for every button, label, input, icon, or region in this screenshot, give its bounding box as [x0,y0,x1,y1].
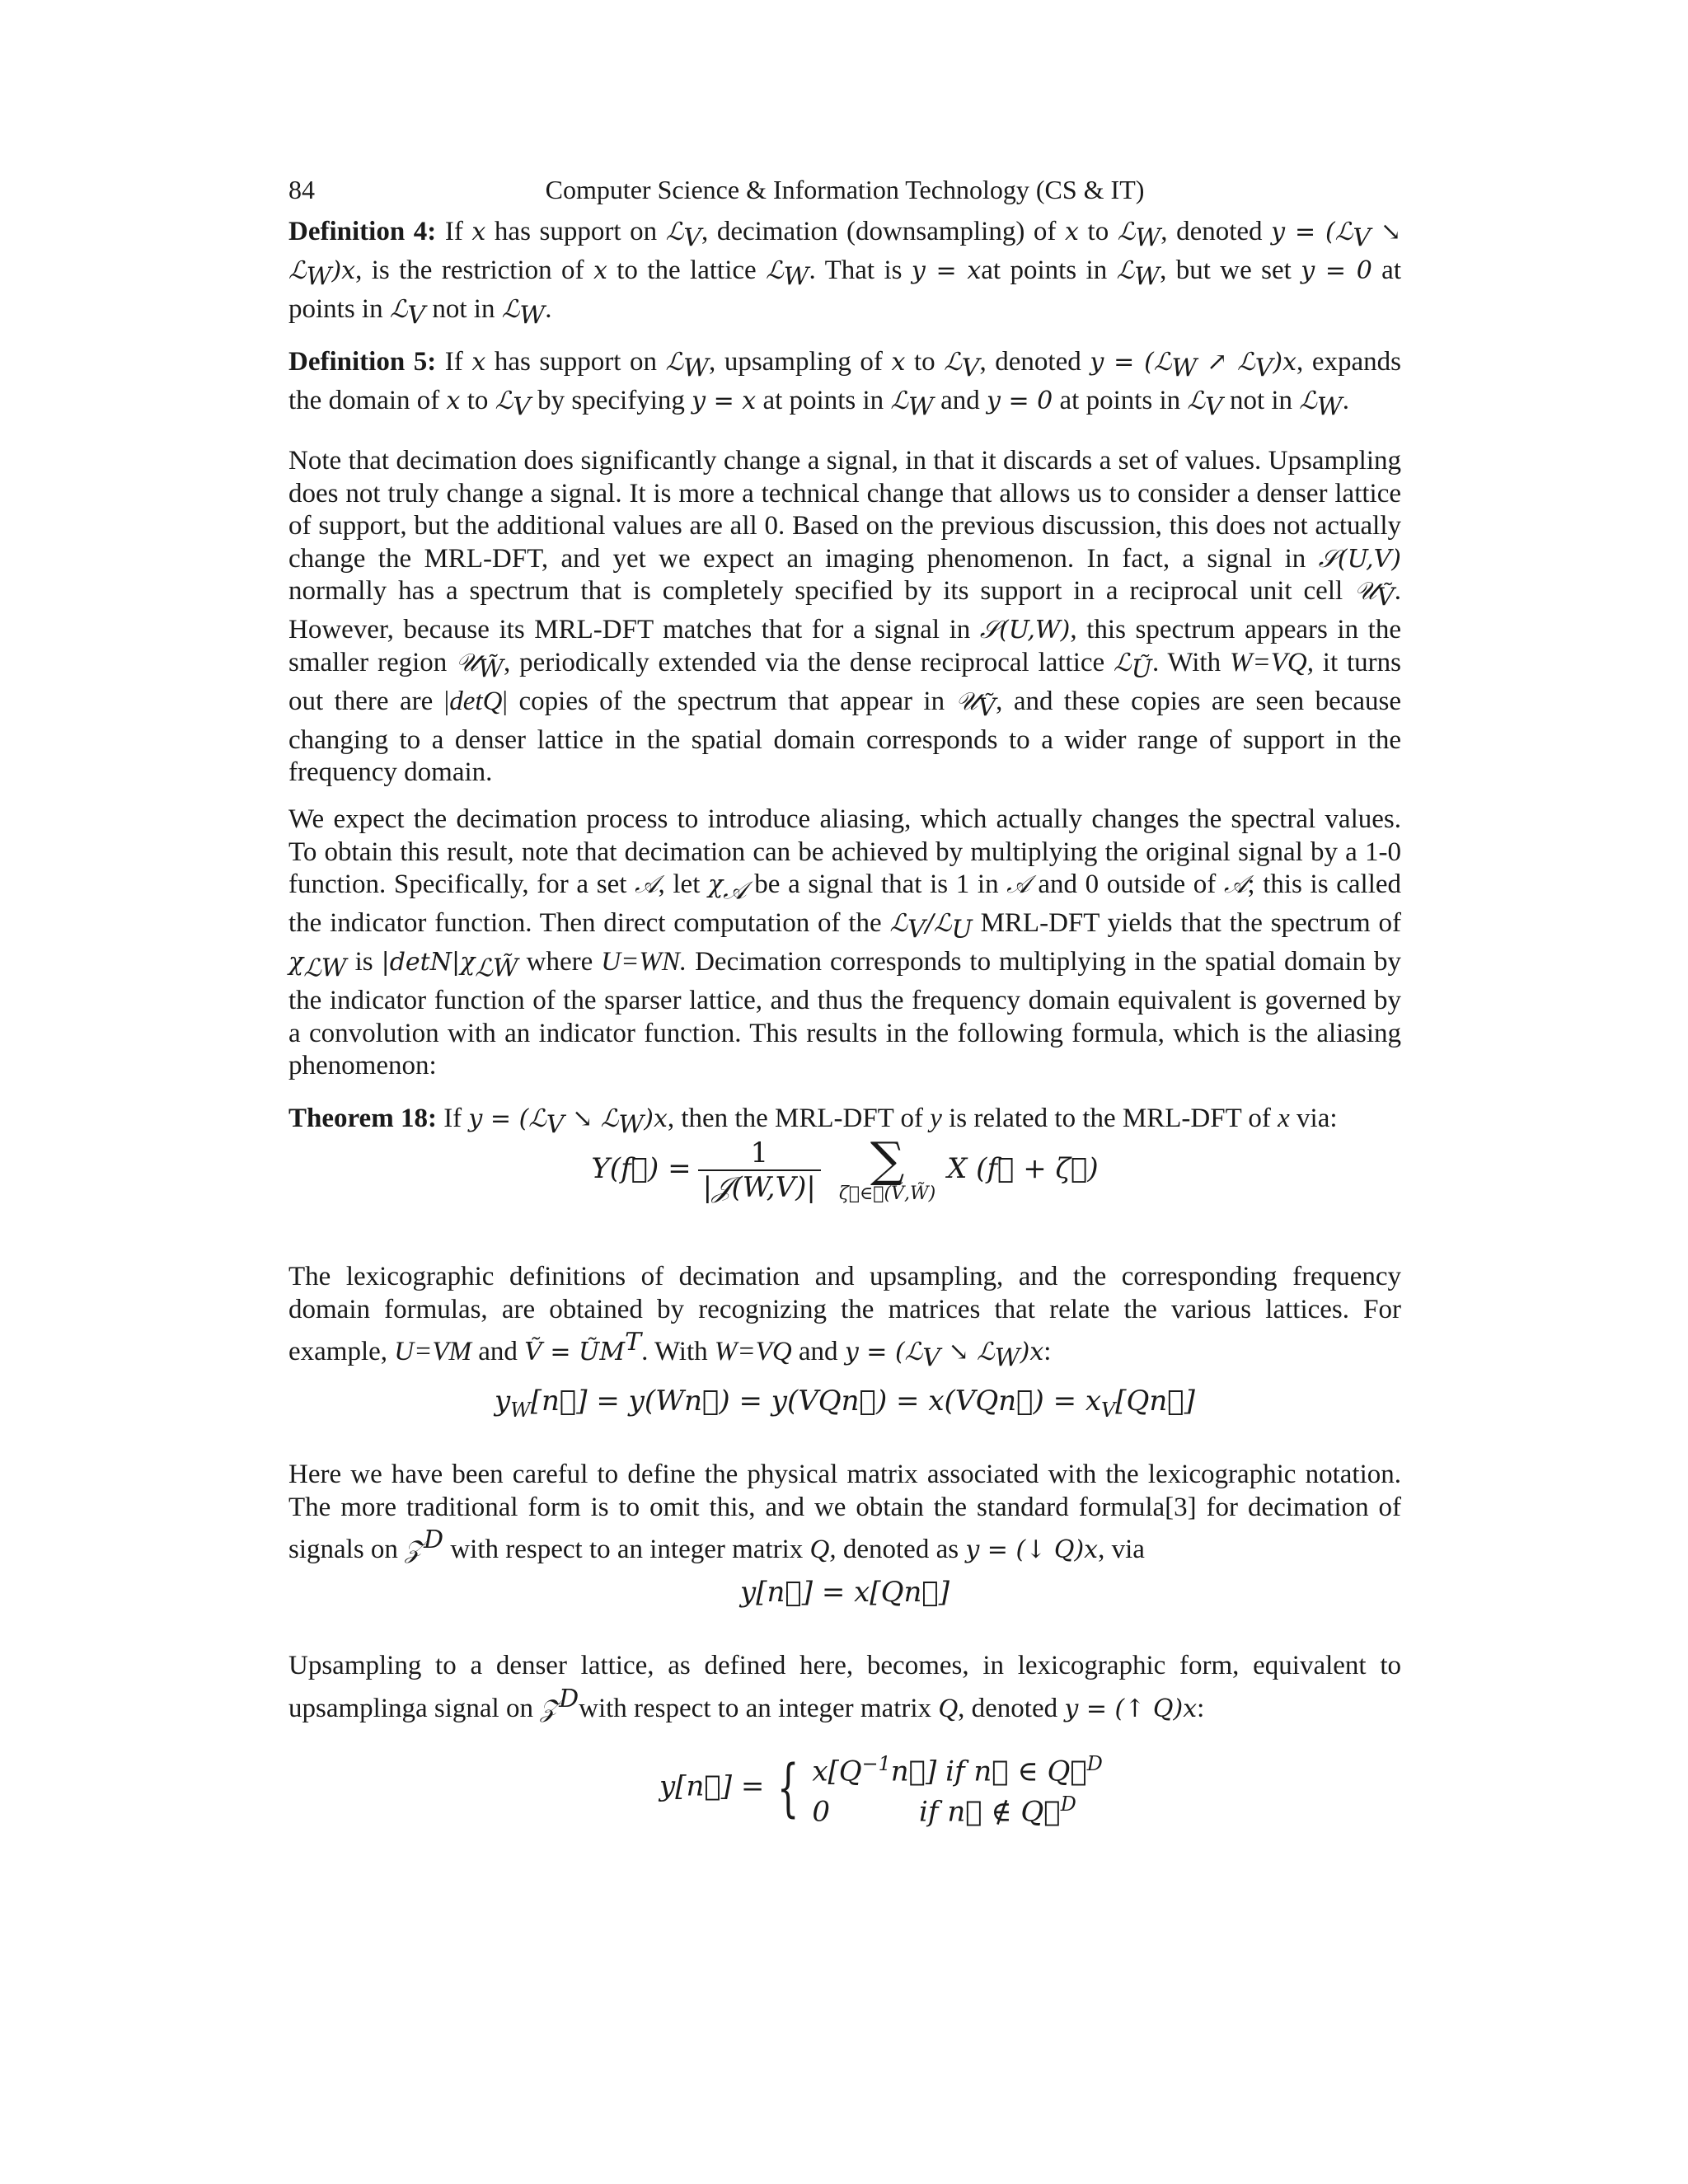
equation-lexicographic-decimation: $y_W[n⃗]$ = y(Wn⃗) = y(VQn⃗) = x(VQn⃗) = $x_V[Qn⃗]$ [495,1385,1195,1422]
left-brace: { [777,1750,799,1825]
journal-title: Computer Science & Information Technology (CS & IT) [545,175,1145,204]
equation-upsampling: y[n⃗] = { $x[Q^{-1}n⃗]$ if n⃗ ∈ Q𝒵$^D$ 0 if n⃗ ∉ Q𝒵$^D$ [659,1750,1103,1829]
paragraph-lexicographic: The lexicographic definitions of decimation and upsampling, and the corresponding frequency domain formulas, are obtained by recognizing the matrices that relate the various lattices. For example, U=VM and Ṽ = $ŨM^T$. With W=VQ and y = (ℒ$_V$ ↘ ℒ$_W$)x: [288,1262,1401,1373]
theorem-18-label: Theorem 18: [288,1104,437,1133]
paragraph-aliasing: We expect the decimation process to introduce aliasing, which actually changes the spectral values. To obtain this result, note that decimation can be achieved by multiplying the original signal by a 1-0 function. Specifically, for a set 𝒜, let $\chi_𝒜$ be a signal that is 1 in 𝒜 and 0 outside of 𝒜; this is called the indicator function. Then direct computation of the ℒ$_V$/ℒ$_U$ MRL-DFT yields that the spectrum of $\chi_{ℒW}$ is $|\det N|\chi_{ℒW̃}$ where U=WN. Decimation corresponds to multiplying in the spatial domain by the indicator function of the sparser lattice, and thus the frequency domain equivalent is governed by a convolution with an indicator function. This results in the following formula, which is the aliasing phenomenon: [288,804,1402,1081]
definition-4: Definition 4: If x has support on ℒ$_V$, decimation (downsampling) of x to ℒ$_W$, denoted y = (ℒ$_V$ ↘ ℒ$_W$)x, is the restriction of x to the lattice ℒ$_W$. That is y = xat points in ℒ$_W$, but we set y = 0 at points in ℒ$_V$ not in ℒ$_W$. [288,217,1401,330]
definition-4-label: Definition 4: [288,217,437,246]
page-number: 84 [288,175,315,204]
definition-5-label: Definition 5: [288,347,437,377]
paragraph-upsampling: Upsampling to a denser lattice, as defined here, becomes, in lexicographic form, equivalent to upsamplinga signal on 𝒵$^D$with respect to an integer matrix Q, denoted y = (↑ Q)x: [288,1651,1401,1723]
definition-5: Definition 5: If x has support on ℒ$_W$, upsampling of x to ℒ$_V$, denoted y = (ℒ$_W$ ↗ ℒ$_V$)x, expands the domain of x to ℒ$_V$ by specifying y = x at points in ℒ$_W$ and y = 0 at points in ℒ$_V$ not in ℒ$_W$. [288,347,1402,422]
running-header [288,171,1401,208]
equation-aliasing: Y(f⃗) = $\frac{1}{\text{|𝒥(W,V)|}}$ ∑ ζ⃗∈𝒥(Ṽ,W̃) X (f⃗ + ζ⃗) [591,1132,1099,1204]
equation-standard-decimation: y[n⃗] = x[Qn⃗] [739,1576,950,1609]
paragraph-imaging: Note that decimation does significantly change a signal, in that it discards a set of values. Upsampling does not truly change a signal. It is more a technical change that allows us to consider a denser lattice of support, but the additional values are all 0. Based on the previous discussion, this does not actually change the MRL-DFT, and yet we expect an imaging phenomenon. In fact, a signal in 𝒮(U,V) normally has a spectrum that is completely specified by its support in a reciprocal unit cell 𝒰$_Ṽ$. However, because its MRL-DFT matches that for a signal in 𝒮(U,W), this spectrum appears in the smaller region 𝒰$_{W̃}$, periodically extended via the dense reciprocal lattice ℒ$_Ũ$. With W=VQ, it turns out there are |detQ| copies of the spectrum that appear in 𝒰$_Ṽ$, and these copies are seen because changing to a denser lattice in the spatial domain corresponds to a wider range of support in the frequency domain. [288,446,1402,788]
paragraph-standard-decimation: Here we have been careful to define the physical matrix associated with the lexicographic notation. The more traditional form is to omit this, and we obtain the standard formula[3] for decimation of signals on 𝒵$^D$ with respect to an integer matrix Q, denoted as y = (↓ Q)x, via [288,1460,1401,1564]
theorem-18: Theorem 18: If y = (ℒ$_V$ ↘ ℒ$_W$)x, then the MRL-DFT of y is related to the MRL-DFT of x via: [288,1104,1338,1140]
